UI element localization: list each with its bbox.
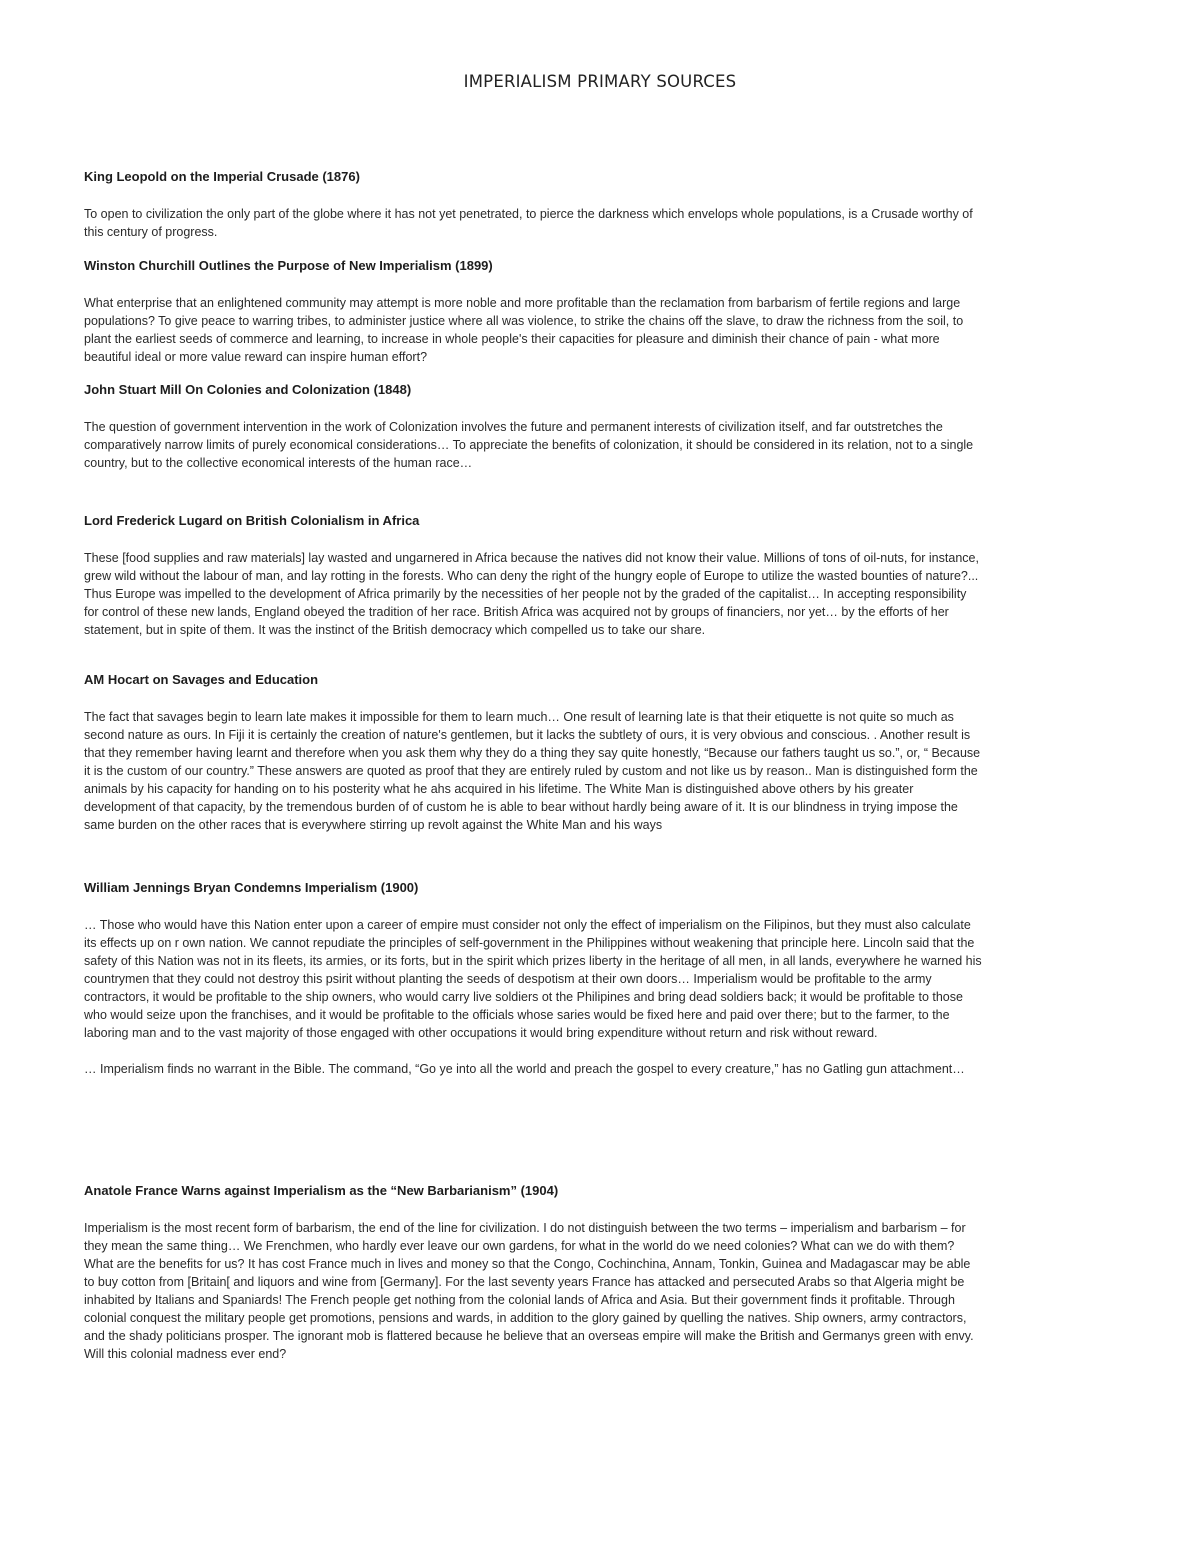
source-heading: AM Hocart on Savages and Education (84, 672, 319, 687)
source-anatole-france (84, 1182, 984, 1363)
source-excerpt: What enterprise that an enlightened community may attempt is more noble and more profitable than the reclamation from barbarism of fertile regions and large populations? To give peace to warring tribes, to administer justice where all was violence, to strike the chains off the slave, to draw the richness from the soil, to plant the earliest seeds of commerce and learning, to increase in whole people's their capacities for pleasure and diminish their chance of pain - what more beautiful ideal or more value reward can inspire human effort? (84, 296, 964, 364)
source-bryan (84, 879, 984, 1078)
page-title: IMPERIALISM PRIMARY SOURCES (463, 72, 737, 91)
source-excerpt: The fact that savages begin to learn late makes it impossible for them to learn much… One result of learning late is that their etiquette is not quite so much as second nature as ours. In Fiji it is certainly the creation of nature's gentlemen, but it lacks the subtlety of ours, it is very obvious and conscious. . Another result is that they remember having learnt and therefore when you ask them why they do a thing they say quite honestly, “Because our fathers taught us so.”, or, “ Because it is the custom of our country.” These answers are quoted as proof that they are entirely ruled by custom and not like us by reason.. Man is distinguished form the animals by his capacity for handing on to his posterity what he ahs acquired in his lifetime. The White Man is distinguished above others by his greater development of that capacity, by the tremendous burden of of custom he is able to bear without hardly being aware of it. It is our blindness in trying impose the same burden on the other races that is everywhere stirring up revolt against the White Man and his ways (84, 710, 981, 832)
source-heading: Anatole France Warns against Imperialism as the “New Barbarianism” (1904) (84, 1183, 559, 1198)
source-lugard (84, 512, 984, 639)
source-excerpt: The question of government intervention in the work of Colonization involves the future and permanent interests of civilization itself, and far outstretches the comparatively narrow limits of purely economical considerations… To appreciate the benefits of colonization, it should be considered in its relation, not to a single country, but to the collective economical interests of the human race… (84, 420, 974, 470)
source-heading: King Leopold on the Imperial Crusade (1876) (84, 169, 360, 184)
source-heading: Winston Churchill Outlines the Purpose of New Imperialism (1899) (84, 258, 493, 273)
source-excerpt: These [food supplies and raw materials] lay wasted and ungarnered in Africa because the natives did not know their value. Millions of tons of oil-nuts, for instance, grew wild without the labour of man, and lay rotting in the forests. Who can deny the right of the hungry eople of Europe to utilize the wasted bounties of nature?... Thus Europe was impelled to the development of Africa primarily by the necessities of her people not by the graded of the capitalist… In accepting responsibility for control of these new lands, England obeyed the tradition of her race. British Africa was acquired not by groups of financiers, nor yet… by the efforts of her statement, but in spite of them. It was the instinct of the British democracy which compelled us to take our share. (84, 551, 979, 637)
source-excerpt: … Those who would have this Nation enter upon a career of empire must consider not only the effect of imperialism on the Filipinos, but they must also calculate its effects up on r own nation. We cannot repudiate the principles of self-government in the Philippines without weakening that principle here. Lincoln said that the safety of this Nation was not in its fleets, its armies, or its forts, but in the spirit which prizes liberty in the heritage of all men, in all lands, everywhere he warned his countrymen that they could not destroy this psirit without planting the seeds of despotism at their own doors… Imperialism would be profitable to the army contractors, it would be profitable to the ship owners, who would carry live soldiers ot the Philipines and bring dead soldiers back; it would be profitable to those who would seize upon the franchises, and it would be profitable to the officials whose saries would be fixed here and paid over there; but to the farmer, to the laboring man and to the vast majority of those engaged with other occupations it would bring expenditure without return and risk without reward. (84, 918, 982, 1040)
source-excerpt: Imperialism is the most recent form of barbarism, the end of the line for civilization. I do not distinguish between the two terms – imperialism and barbarism – for they mean the same thing… We Frenchmen, who hardly ever leave our own gardens, for what in the world do we need colonies? What can we do with them? What are the benefits for us? It has cost France much in lives and money so that the Congo, Cochinchina, Annam, Tonkin, Guinea and Madagascar may be able to buy cotton from [Britain[ and liquors and wine from [Germany]. For the last seventy years France has attacked and persecuted Arabs so that Algeria might be inhabited by Italians and Spaniards! The French people get nothing from the colonial lands of Africa and Asia. But their government finds it profitable. Through colonial conquest the military people get promotions, pensions and wards, in addition to the glory gained by quelling the natives. Ship owners, army contractors, and the shady politicians prosper. The ignorant mob is flattered because he believe that an overseas empire will make the British and Germanys green with envy. Will this colonial madness ever end? (84, 1221, 974, 1361)
source-churchill (84, 257, 984, 366)
source-excerpt: To open to civilization the only part of the globe where it has not yet penetrated, to pierce the darkness which envelops whole populations, is a Crusade worthy of this century of progress. (84, 207, 973, 239)
source-heading: William Jennings Bryan Condemns Imperialism (1900) (84, 880, 419, 895)
source-king-leopold (84, 168, 984, 241)
source-heading: John Stuart Mill On Colonies and Colonization (1848) (84, 382, 412, 397)
source-excerpt: … Imperialism finds no warrant in the Bible. The command, “Go ye into all the world and preach the gospel to every creature,” has no Gatling gun attachment… (84, 1062, 965, 1076)
source-hocart (84, 671, 984, 834)
source-john-stuart-mill (84, 381, 984, 472)
source-heading: Lord Frederick Lugard on British Colonialism in Africa (84, 513, 420, 528)
